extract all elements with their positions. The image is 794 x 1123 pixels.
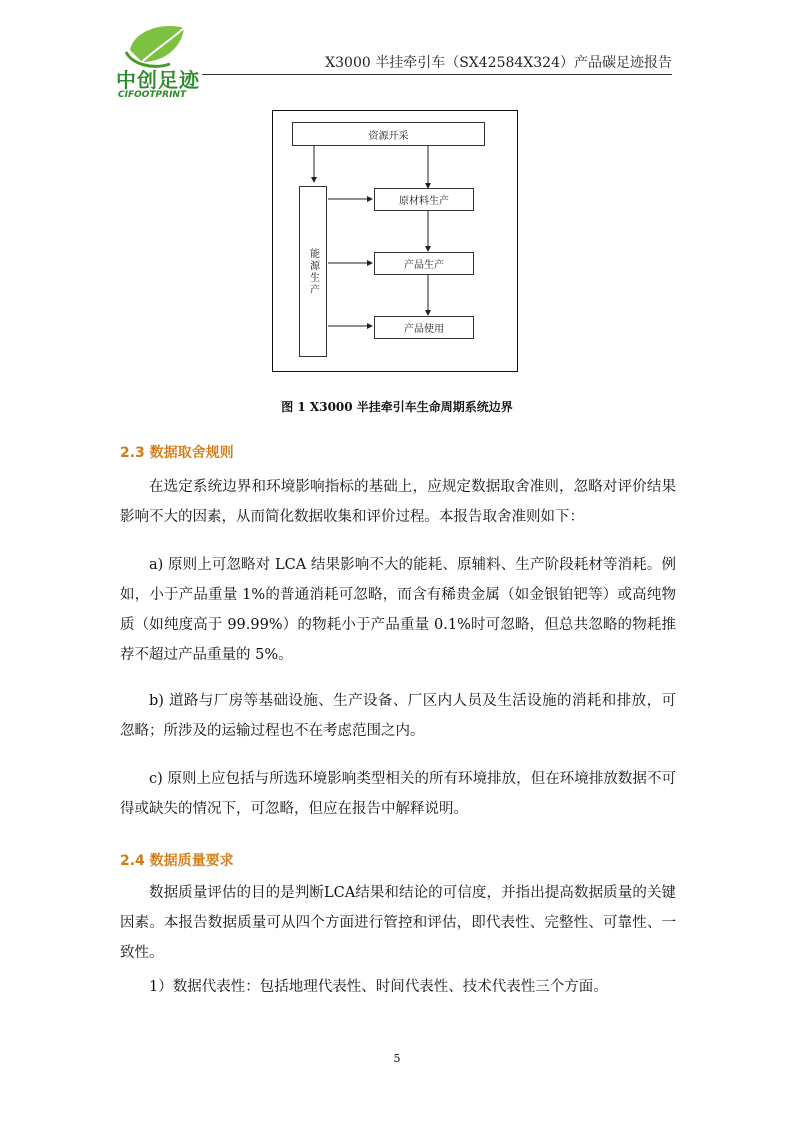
node-energy-production: 能源生产 (299, 186, 327, 357)
section-heading-2-4: 2.4 数据质量要求 (120, 853, 234, 869)
logo-english-text: CIFOOTPRINT (118, 90, 187, 100)
node-product-use: 产品使用 (374, 316, 474, 339)
paragraph-2-3-item-c: c) 原则上应包括与所选环境影响类型相关的所有环境排放，但在环境排放数据不可得或缺失的情况下，可忽略，但应在报告中解释说明。 (120, 771, 676, 817)
paragraph-2-3-intro: 在选定系统边界和环境影响指标的基础上，应规定数据取舍准则，忽略对评价结果影响不大的因素，从而简化数据收集和评价过程。本报告取舍准则如下： (120, 479, 676, 525)
section-heading-2-3: 2.3 数据取舍规则 (120, 445, 234, 461)
report-header-title: X3000 半挂牵引车（SX42584X324）产品碳足迹报告 (325, 55, 672, 71)
paragraph-2-4-item-1: 1）数据代表性：包括地理代表性、时间代表性、技术代表性三个方面。 (149, 979, 608, 995)
paragraph-2-4-intro: 数据质量评估的目的是判断LCA结果和结论的可信度，并指出提高数据质量的关键因素。本报告数据质量可从四个方面进行管控和评估，即代表性、完整性、可靠性、一致性。 (120, 885, 676, 961)
header-divider (202, 74, 672, 75)
diagram-arrows (314, 145, 428, 326)
paragraph-2-3-item-a: a) 原则上可忽略对 LCA 结果影响不大的能耗、原辅料、生产阶段耗材等消耗。例如，小于产品重量 1%的普通消耗可忽略，而含有稀贵金属（如金银铂钯等）或高纯物质（如纯度高于 99.99%）的物耗小于产品重量 0.1%时可忽略，但总共忽略的物耗推荐不超过产品重量的 5%。 (120, 557, 676, 663)
figure-caption: 图 1 X3000 半挂牵引车生命周期系统边界 (281, 400, 513, 414)
page-number: 5 (393, 1052, 401, 1065)
node-raw-material-production: 原材料生产 (374, 188, 474, 211)
paragraph-2-3-item-b: b) 道路与厂房等基础设施、生产设备、厂区内人员及生活设施的消耗和排放，可忽略；所涉及的运输过程也不在考虑范围之内。 (120, 693, 676, 739)
node-product-production: 产品生产 (374, 252, 474, 275)
company-logo (112, 22, 202, 102)
logo-chinese-text: 中创足迹 (116, 68, 200, 92)
node-resource-extraction: 资源开采 (292, 122, 485, 146)
